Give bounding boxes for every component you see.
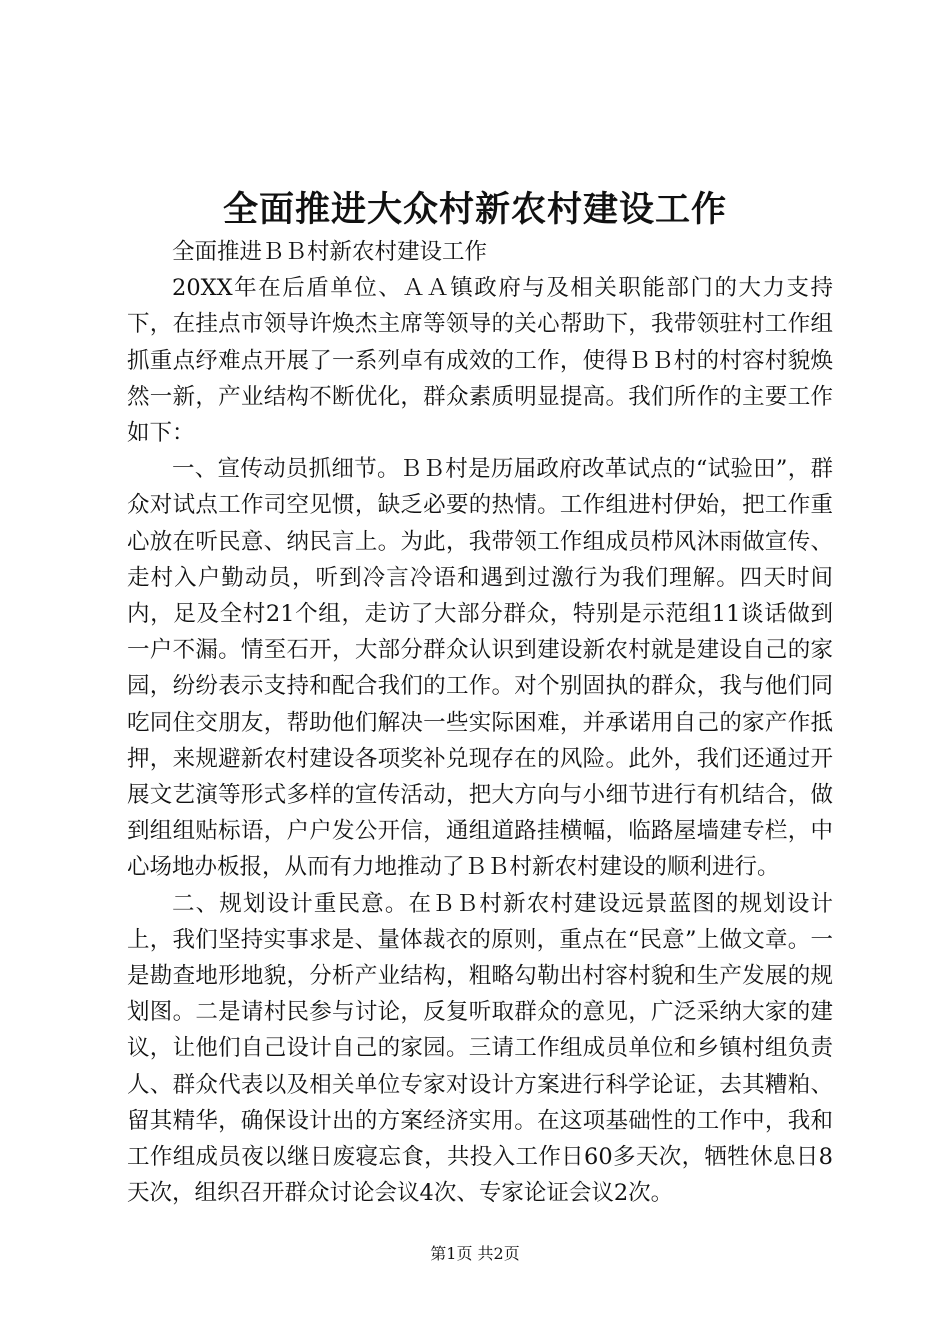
document-title: 全面推进大众村新农村建设工作 (222, 189, 727, 230)
intro-paragraph: 20XX年在后盾单位、ＡＡ镇政府与及相关职能部门的大力支持下，在挂点市领导许焕杰主席等领导的关心帮助下，我带领驻村工作组抓重点纾难点开展了一系列卓有成效的工作，使得ＢＢ村的村容村貌焕然一新，产业结构不断优化，群众素质明显提高。我们所作的主要工作如下： (127, 275, 833, 447)
document-body (127, 234, 833, 1211)
subtitle-paragraph: 全面推进ＢＢ村新农村建设工作 (172, 239, 488, 265)
page-number-footer: 第1页 共2页 (430, 1244, 520, 1263)
section-one-paragraph: 一、宣传动员抓细节。ＢＢ村是历届政府改革试点的“试验田”，群众对试点工作司空见惯，缺乏必要的热情。工作组进村伊始，把工作重心放在听民意、纳民言上。为此，我带领工作组成员栉风沐雨做宣传、走村入户勤动员，听到冷言冷语和遇到过激行为我们理解。四天时间内，足及全村21个组，走访了大部分群众，特别是示范组11谈话做到一户不漏。情至石开，大部分群众认识到建设新农村就是建设自己的家园，纷纷表示支持和配合我们的工作。对个别固执的群众，我与他们同吃同住交朋友，帮助他们解决一些实际困难，并承诺用自己的家产作抵押，来规避新农村建设各项奖补兑现存在的风险。此外，我们还通过开展文艺演等形式多样的宣传活动，把大方向与小细节进行有机结合，做到组组贴标语，户户发公开信，通组道路挂横幅，临路屋墙建专栏，中心场地办板报，从而有力地推动了ＢＢ村新农村建设的顺利进行。 (127, 456, 833, 881)
section-two-paragraph: 二、规划设计重民意。在ＢＢ村新农村建设远景蓝图的规划设计上，我们坚持实事求是、量体裁衣的原则，重点在“民意”上做文章。一是勘查地形地貌，分析产业结构，粗略勾勒出村容村貌和生产发展的规划图。二是请村民参与讨论，反复听取群众的意见，广泛采纳大家的建议，让他们自己设计自己的家园。三请工作组成员单位和乡镇村组负责人、群众代表以及相关单位专家对设计方案进行科学论证，去其糟粕、留其精华，确保设计出的方案经济实用。在这项基础性的工作中，我和工作组成员夜以继日废寝忘食，共投入工作日60多天次，牺牲休息日8天次，组织召开群众讨论会议4次、专家论证会议2次。 (127, 890, 833, 1207)
